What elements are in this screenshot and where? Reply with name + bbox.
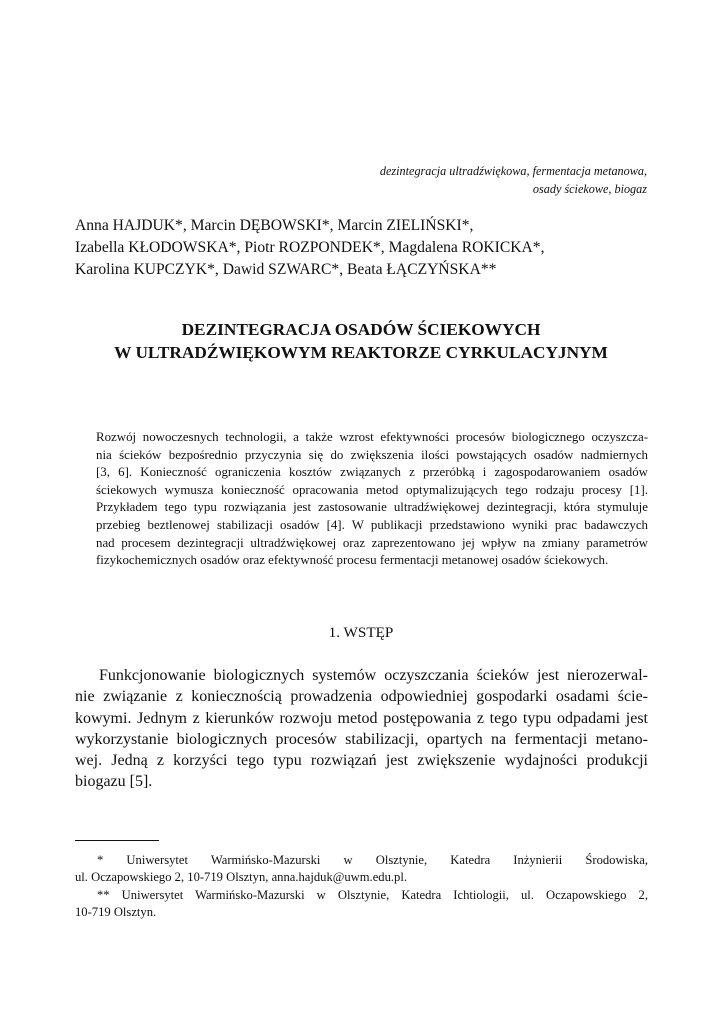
keywords-line: dezintegracja ultradźwiękowa, fermentacja metanowa,: [379, 164, 647, 178]
intro-line: Funkcjonowanie biologicznych systemów oczyszczania ścieków jest nierozerwal-: [99, 667, 648, 684]
footnote-line: ul. Oczapowskiego 2, 10-719 Olsztyn, anna.hajduk@uwm.edu.pl.: [75, 870, 407, 885]
section-heading: 1. WSTĘP: [328, 624, 394, 641]
keywords: [247, 162, 647, 198]
intro-paragraph: [75, 665, 648, 793]
abstract-line: ściekowych wymusza konieczność opracowania metod optymalizujących tego rodzaju procesy [1].: [96, 482, 648, 497]
abstract-line: Przykładem tego typu rozwiązania jest zastosowanie ultradźwiękowej dezintegracji, która stymuluje: [96, 500, 648, 515]
title-line: DEZINTEGRACJA OSADÓW ŚCIEKOWYCH: [181, 320, 541, 339]
intro-line: nie związanie z koniecznością prowadzenia odpowiedniej gospodarki osadami ście-: [75, 688, 648, 706]
paper-title: [40, 318, 682, 364]
footnote-separator: [75, 840, 159, 841]
intro-line: wykorzystanie biologicznych procesów stabilizacji, opartych na fermentacji metano-: [75, 730, 648, 748]
keywords-line: osady ściekowe, biogaz: [532, 182, 647, 196]
title-line: W ULTRADŹWIĘKOWYM REAKTORZE CYRKULACYJNYM: [114, 343, 608, 362]
abstract: [96, 429, 648, 570]
abstract-line: fizykochemicznych osadów oraz efektywność procesu fermentacji metanowej osadów ściekowych.: [96, 553, 609, 568]
footnote-line: * Uniwersytet Warmińsko-Mazurski w Olsztynie, Katedra Inżynierii Środowiska,: [97, 853, 648, 867]
authors-line: Anna HAJDUK*, Marcin DĘBOWSKI*, Marcin ZIELIŃSKI*,: [75, 217, 474, 234]
footnote-line: 10-719 Olsztyn.: [75, 905, 157, 920]
intro-line: kowymi. Jednym z kierunków rozwoju metod postępowania z tego typu odpadami jest: [75, 709, 648, 727]
abstract-line: Rozwój nowoczesnych technologii, a także wzrost efektywności procesów biologicznego oczyszcza-: [96, 430, 648, 444]
abstract-line: przebieg beztlenowej stabilizacji osadów [4]. W publikacji przedstawiono wyniki prac badawczych: [96, 517, 648, 532]
abstract-line: [3, 6]. Konieczność ograniczenia kosztów związanych z przeróbką i zagospodarowaniem osadów: [96, 465, 648, 480]
abstract-line: nad procesem dezintegracji ultradźwiękowej oraz zaprezentowano jej wpływ na zmiany parametrów: [96, 535, 648, 550]
abstract-line: nia ścieków bezpośrednio przyczynia się do zwiększenia ilości powstających osadów nadmiernych: [96, 447, 648, 462]
authors-line: Izabella KŁODOWSKA*, Piotr ROZPONDEK*, Magdalena ROKICKA*,: [75, 239, 545, 256]
intro-line: biogazu [5].: [75, 773, 153, 791]
authors-line: Karolina KUPCZYK*, Dawid SZWARC*, Beata ŁĄCZYŃSKA**: [75, 261, 497, 278]
intro-line: wej. Jedną z korzyści tego typu rozwiązań jest zwiększenie wydajności produkcji: [75, 752, 648, 770]
footnotes: [75, 852, 648, 922]
author-list: [75, 215, 655, 281]
footnote-line: ** Uniwersytet Warmińsko-Mazurski w Olsztynie, Katedra Ichtiologii, ul. Oczapowskiego 2,: [97, 887, 648, 902]
